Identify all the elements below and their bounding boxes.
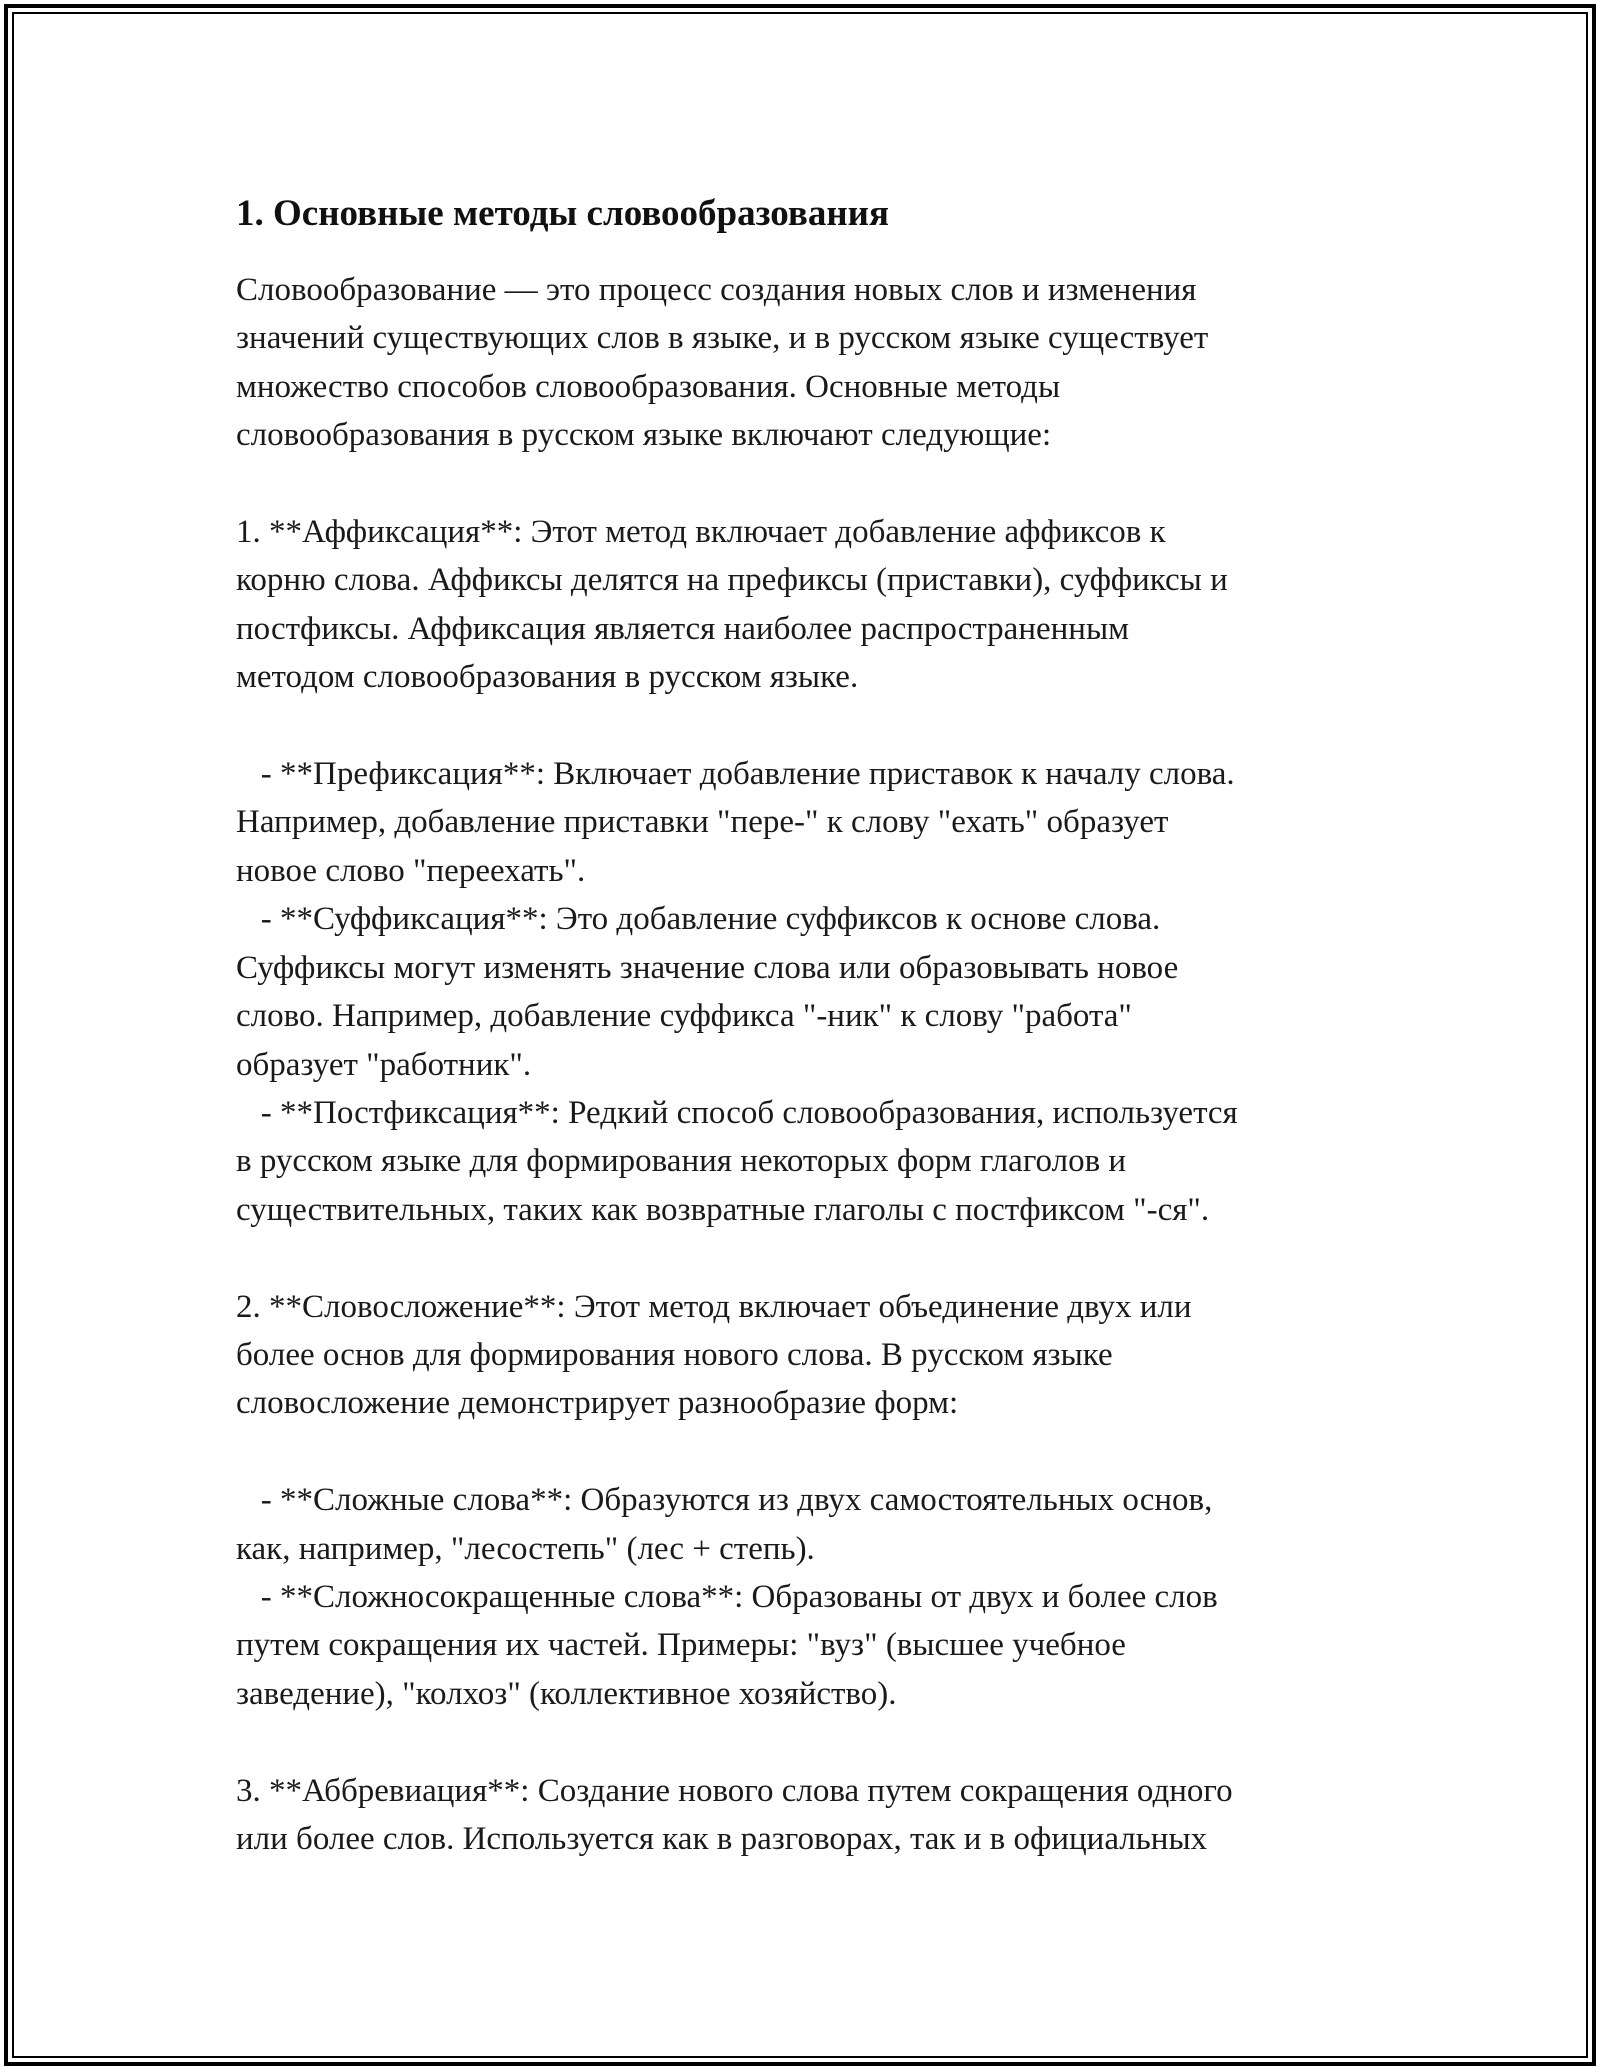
document-page — [236, 190, 1376, 1863]
section-heading: 1. Основные методы словообразования — [236, 193, 889, 234]
body-text: Словообразование — это процесс создания новых слов и изменения значений существующих слов в языке, и в русском языке существует множество способов словообразования. Основные методы словообразования в русском языке включают следующие: 1. **Аффиксация**: Этот метод включает добавление аффиксов к корню слова. Аффиксы делятся на префиксы (приставки), суффиксы и постфиксы. Аффиксация является наиболее распространенным методом словообразования в русском языке. - **Префиксация**: Включает добавление приставок к началу слова. Например, добавление приставки "пере-" к слову "ехать" образует новое слово "переехать". - **Суффиксация**: Это добавление суффиксов к основе слова. Суффиксы могут изменять значение слова или образовывать новое слово. Например, добавление суффикса "-ник" к слову "работа" образует "работник". - **Постфиксация**: Редкий способ словообразования, используется в русском языке для формирования некоторых форм глаголов и существительных, таких как возвратные глаголы с постфиксом "-ся". 2. **Словосложение**: Этот метод включает объединение двух или более основ для формирования нового слова. В русском языке словосложение демонстрирует разнообразие форм: - **Сложные слова**: Образуются из двух самостоятельных основ, как, например, "лесостепь" (лес + степь). - **Сложносокращенные слова**: Образованы от двух и более слов путем сокращения их частей. Примеры: "вуз" (высшее учебное заведение), "колхоз" (коллективное хозяйство). 3. **Аббревиация**: Создание нового слова путем сокращения одного или более слов. Используется как в разговорах, так и в официальных — [236, 272, 1238, 1857]
